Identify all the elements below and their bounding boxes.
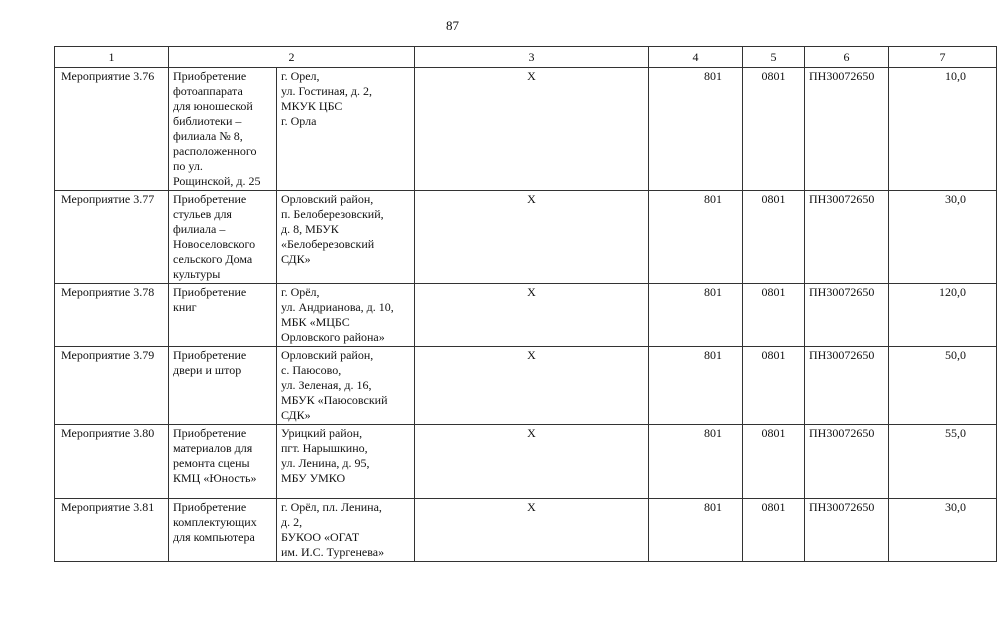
header-col-4: 4 [649, 47, 743, 68]
col6-value: ПН30072650 [805, 499, 889, 562]
header-row [55, 47, 997, 68]
activity-name: Приобретение фотоаппарата для юношеской библиотеки – филиала № 8, расположенного по ул. Рощинской, д. 25 [169, 68, 277, 191]
col3-value: Х [415, 425, 649, 499]
col6-value: ПН30072650 [805, 68, 889, 191]
activity-id: Мероприятие 3.80 [55, 425, 169, 499]
table-row [55, 425, 997, 499]
col5-value: 0801 [743, 284, 805, 347]
col7-value: 10,0 [889, 68, 997, 191]
table-row [55, 347, 997, 425]
activity-id: Мероприятие 3.78 [55, 284, 169, 347]
header-col-2: 2 [169, 47, 415, 68]
activity-id: Мероприятие 3.77 [55, 191, 169, 284]
activity-address: г. Орел, ул. Гостиная, д. 2, МКУК ЦБС г. Орла [277, 68, 415, 191]
col5-value: 0801 [743, 191, 805, 284]
table-row [55, 499, 997, 562]
col5-value: 0801 [743, 68, 805, 191]
activity-address: г. Орёл, пл. Ленина, д. 2, БУКОО «ОГАТ им. И.С. Тургенева» [277, 499, 415, 562]
header-col-7: 7 [889, 47, 997, 68]
table-row [55, 284, 997, 347]
activity-id: Мероприятие 3.76 [55, 68, 169, 191]
col4-value: 801 [649, 284, 743, 347]
col3-value: Х [415, 68, 649, 191]
activity-address: г. Орёл, ул. Андрианова, д. 10, МБК «МЦБС Орловского района» [277, 284, 415, 347]
table-row [55, 191, 997, 284]
col5-value: 0801 [743, 347, 805, 425]
col6-value: ПН30072650 [805, 425, 889, 499]
col4-value: 801 [649, 347, 743, 425]
activity-address: Орловский район, с. Паюсово, ул. Зеленая, д. 16, МБУК «Паюсовский СДК» [277, 347, 415, 425]
col3-value: Х [415, 284, 649, 347]
header-col-1: 1 [55, 47, 169, 68]
col4-value: 801 [649, 68, 743, 191]
activity-id: Мероприятие 3.79 [55, 347, 169, 425]
activity-address: Орловский район, п. Белоберезовский, д. 8, МБУК «Белоберезовский СДК» [277, 191, 415, 284]
table-row [55, 68, 997, 191]
col4-value: 801 [649, 499, 743, 562]
col6-value: ПН30072650 [805, 284, 889, 347]
activity-name: Приобретение стульев для филиала – Новоселовского сельского Дома культуры [169, 191, 277, 284]
col7-value: 120,0 [889, 284, 997, 347]
col3-value: Х [415, 499, 649, 562]
col5-value: 0801 [743, 499, 805, 562]
col7-value: 50,0 [889, 347, 997, 425]
activity-name: Приобретение комплектующих для компьютера [169, 499, 277, 562]
col7-value: 30,0 [889, 499, 997, 562]
header-col-3: 3 [415, 47, 649, 68]
col4-value: 801 [649, 425, 743, 499]
header-col-6: 6 [805, 47, 889, 68]
activity-name: Приобретение материалов для ремонта сцены КМЦ «Юность» [169, 425, 277, 499]
activity-name: Приобретение двери и штор [169, 347, 277, 425]
col7-value: 30,0 [889, 191, 997, 284]
budget-table [54, 46, 997, 562]
col7-value: 55,0 [889, 425, 997, 499]
col3-value: Х [415, 191, 649, 284]
activity-id: Мероприятие 3.81 [55, 499, 169, 562]
col4-value: 801 [649, 191, 743, 284]
col6-value: ПН30072650 [805, 191, 889, 284]
col3-value: Х [415, 347, 649, 425]
page-number: 87 [446, 18, 459, 33]
col6-value: ПН30072650 [805, 347, 889, 425]
activity-address: Урицкий район, пгт. Нарышкино, ул. Ленина, д. 95, МБУ УМКО [277, 425, 415, 499]
activity-name: Приобретение книг [169, 284, 277, 347]
col5-value: 0801 [743, 425, 805, 499]
header-col-5: 5 [743, 47, 805, 68]
